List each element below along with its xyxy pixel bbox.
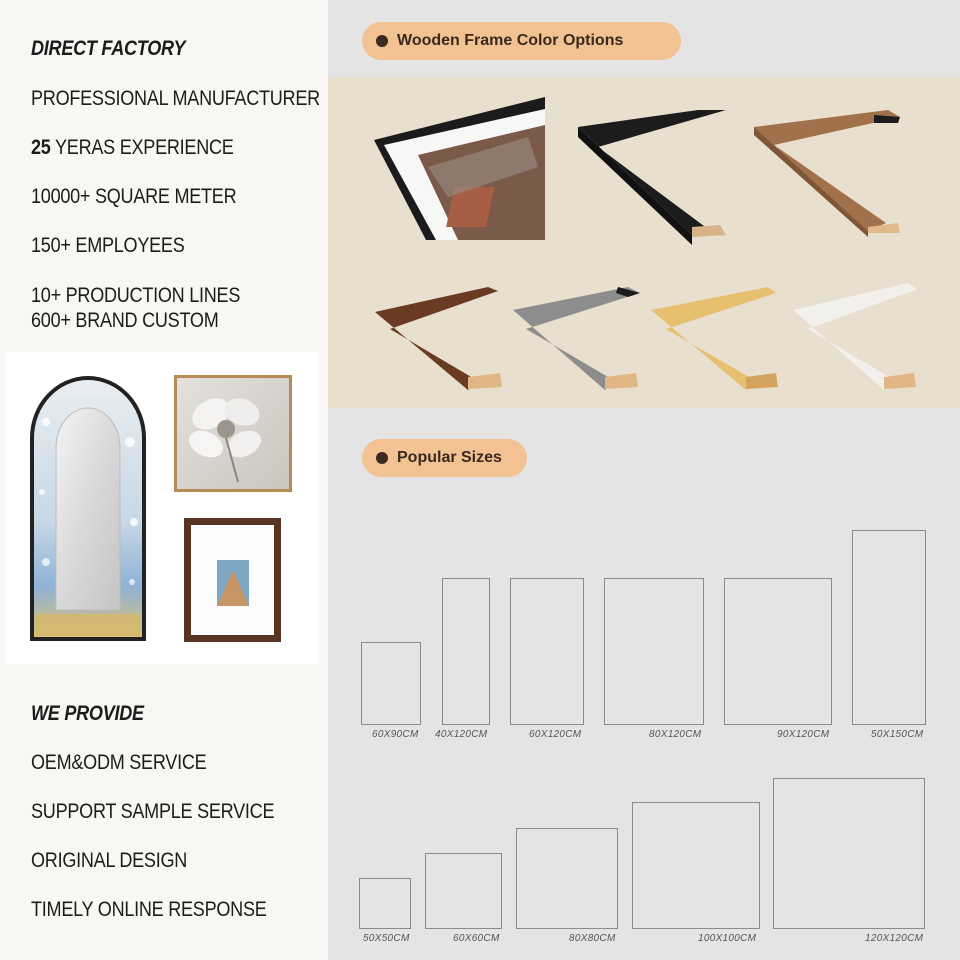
feature-item: 600+ BRAND CUSTOM [31, 309, 219, 332]
bullet-icon [376, 35, 388, 47]
service-item: OEM&ODM SERVICE [31, 751, 207, 774]
size-outline-120x120 [773, 778, 925, 929]
brown-molding-sample [375, 287, 502, 390]
oak-molding-sample [651, 287, 778, 390]
product-photo-illustration [6, 352, 318, 664]
product-photo [6, 352, 318, 664]
service-item: TIMELY ONLINE RESPONSE [31, 898, 267, 921]
size-outline-60x90 [361, 642, 421, 725]
frame-colors-pill [362, 22, 681, 60]
size-outline-90x120 [724, 578, 832, 725]
framed-artwork-sample [374, 97, 545, 240]
size-label: 60X120CM [529, 729, 582, 740]
size-label: 40X120CM [435, 729, 488, 740]
brown-photo-frame [184, 518, 281, 642]
size-outline-100x100 [632, 802, 760, 929]
size-label: 90X120CM [777, 729, 830, 740]
popular-sizes-title: Popular Sizes [397, 449, 502, 466]
bullet-icon [376, 452, 388, 464]
feature-item: 150+ EMPLOYEES [31, 234, 185, 257]
size-label: 50X50CM [363, 933, 410, 944]
years-number: 25 [31, 136, 51, 159]
size-label: 60X90CM [372, 729, 419, 740]
size-label: 120X120CM [865, 933, 924, 944]
flower-painting [174, 375, 292, 492]
frame-samples-band [328, 77, 960, 408]
arched-mirror [30, 376, 146, 641]
black-molding-sample [578, 110, 726, 245]
size-label: 80X80CM [569, 933, 616, 944]
feature-item: PROFESSIONAL MANUFACTURER [31, 87, 320, 110]
heading-direct-factory: DIRECT FACTORY [31, 37, 186, 60]
service-item: SUPPORT SAMPLE SERVICE [31, 800, 275, 823]
popular-sizes-pill [362, 439, 527, 477]
frame-colors-title: Wooden Frame Color Options [397, 32, 624, 49]
service-item: ORIGINAL DESIGN [31, 849, 188, 872]
grey-molding-sample [513, 287, 640, 390]
feature-item: 10000+ SQUARE METER [31, 185, 237, 208]
heading-we-provide: WE PROVIDE [31, 702, 144, 725]
size-outline-60x120 [510, 578, 584, 725]
size-outline-50x50 [359, 878, 411, 929]
frame-samples-illustration [328, 77, 960, 408]
walnut-molding-sample [754, 110, 900, 237]
white-molding-sample [793, 283, 918, 390]
size-outline-50x150 [852, 530, 926, 725]
years-label: YERAS EXPERIENCE [50, 136, 234, 159]
size-label: 80X120CM [649, 729, 702, 740]
size-outline-60x60 [425, 853, 502, 929]
size-outline-40x120 [442, 578, 490, 725]
size-label: 50X150CM [871, 729, 924, 740]
feature-item: 10+ PRODUCTION LINES [31, 284, 241, 307]
left-panel [0, 0, 328, 960]
size-label: 100X100CM [698, 933, 757, 944]
size-outline-80x80 [516, 828, 618, 929]
size-label: 60X60CM [453, 933, 500, 944]
size-outline-80x120 [604, 578, 704, 725]
feature-item [31, 136, 234, 160]
